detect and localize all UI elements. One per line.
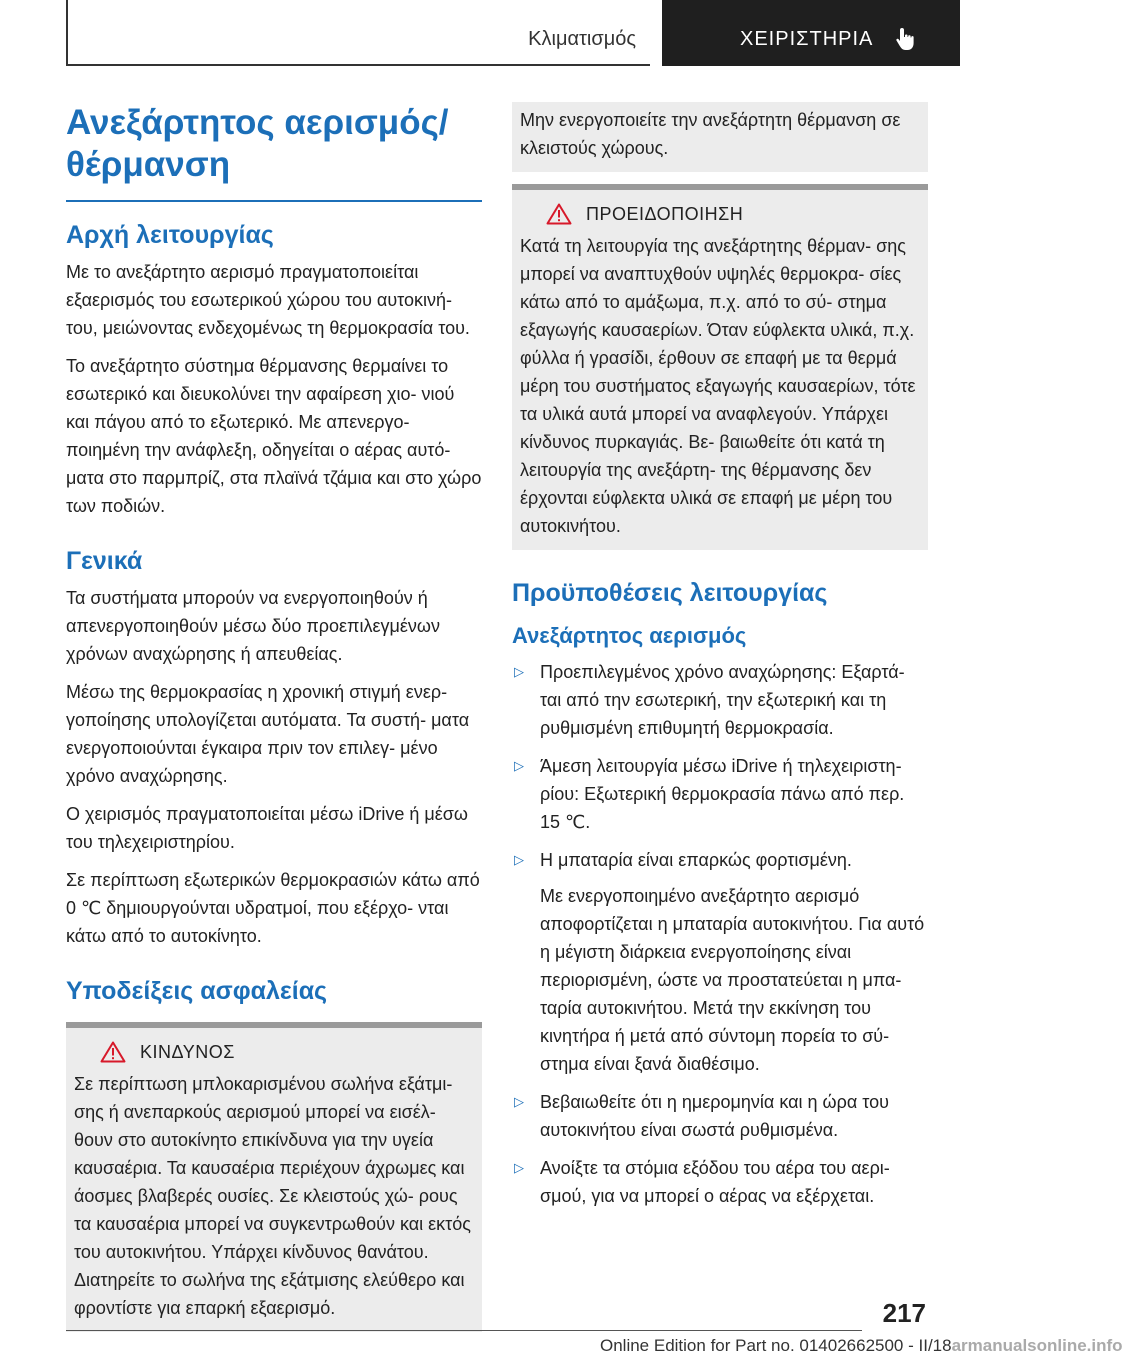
paragraph: Μέσω της θερμοκρασίας η χρονική στιγμή ενερ- γοποίησης υπολογίζεται αυτόματα. Τα συστή- ματα ενεργοποιούνται έγκαιρα πριν τον επιλεγ- μένο χρόνο αναχώρησης.: [66, 682, 470, 786]
list-item: ▷ Άμεση λειτουργία μέσω iDrive ή τηλεχειριστη- ρίου: Εξωτερική θερμοκρασία πάνω από περ. 15 ℃.: [512, 752, 928, 836]
page-header: [0, 0, 960, 66]
right-column: [512, 102, 928, 1220]
title-rule: [66, 200, 482, 202]
triangle-bullet-icon: ▷: [514, 852, 524, 867]
triangle-bullet-icon: ▷: [514, 664, 524, 679]
triangle-bullet-icon: ▷: [514, 1094, 524, 1109]
list-item: ▷ Προεπιλεγμένος χρόνο αναχώρησης: Εξαρτά- ται από την εσωτερική, την εξωτερική και τη ρυθμισμένη επιθυμητή θερμοκρασία.: [512, 658, 928, 742]
danger-text: Σε περίπτωση μπλοκαρισμένου σωλήνα εξάτμι- σης ή ανεπαρκούς αερισμού μπορεί να εισέλ- θουν στο αυτοκίνητο επικίνδυνα για την υγεία καυσαέρια. Τα καυσαέρια περιέχουν άχρωμες και άοσμες βλαβερές ουσίες. Σε κλειστούς χώ- ρους τα καυσαέρια μπορεί να συγκεντρωθούν και εκτός του αυτοκινήτου. Υπάρχει κίνδυνος θανάτου. Διατηρείτε το σωλήνα της εξάτμισης ελεύθερο και φροντίστε για επαρκή εξαερισμό.: [74, 1074, 471, 1318]
list-item-note: Με ενεργοποιημένο ανεξάρτητο αερισμό αποφορτίζεται η μπαταρία αυτοκινήτου. Για αυτό η μέγιστη διάρκεια ενεργοποίησης είναι περιορισμένη, ώστε να προστατεύεται η μπα- ταρία αυτοκινήτου. Μετά την εκκίνηση του κινητήρα ή μετά από σύντομη πορεία το σύ- στημα είναι ξανά διαθέσιμο.: [540, 886, 925, 1074]
warning-triangle-icon: [100, 1041, 126, 1063]
paragraph: Το ανεξάρτητο σύστημα θέρμανσης θερμαίνει το εσωτερικό και διευκολύνει την αφαίρεση χιο- νιού και πάγου από το εξωτερικό. Με απενεργο- ποιημένη την ανάφλεξη, οδηγείται ο αέρας αυτό- ματα στο παρμπρίζ, στα πλαϊνά τζάμια και στο χώρο των ποδιών.: [66, 356, 482, 516]
list-item: ▷ Ανοίξτε τα στόμια εξόδου του αέρα του αερι- σμού, για να μπορεί ο αέρας να εξέρχεται.: [512, 1154, 928, 1210]
list-item: ▷ Βεβαιωθείτε ότι η ημερομηνία και η ώρα του αυτοκινήτου είναι σωστά ρυθμισμένα.: [512, 1088, 928, 1144]
heading-general: Γενικά: [66, 547, 143, 575]
paragraph: Τα συστήματα μπορούν να ενεργοποιηθούν ή απενεργοποιηθούν μέσω δύο προεπιλεγμένων χρόνων αναχώρησης ή απευθείας.: [66, 588, 440, 664]
paragraph: Με το ανεξάρτητο αερισμό πραγματοποιείται εξαερισμός του εσωτερικού χώρου του αυτοκινή- του, μειώνοντας ενδεχομένως τη θερμοκρασία του.: [66, 262, 470, 338]
section-title: Κλιματισμός: [528, 28, 636, 50]
triangle-bullet-icon: ▷: [514, 1160, 524, 1175]
page-title: Ανεξάρτητος αερισμός/ θέρμανση: [66, 103, 449, 184]
danger-box-continued: [512, 102, 928, 172]
warning-triangle-icon: [546, 203, 572, 225]
chapter-title: ΧΕΙΡΙΣΤΗΡΙΑ: [740, 28, 874, 50]
warning-title: ΠΡΟΕΙΔΟΠΟΙΗΣΗ: [586, 204, 744, 224]
left-column: [66, 102, 482, 1332]
heading-ventilation: Ανεξάρτητος αερισμός: [512, 623, 747, 648]
footer-rule: [66, 1330, 862, 1331]
prerequisites-list: [512, 658, 928, 1210]
list-item: ▷ Η μπαταρία είναι επαρκώς φορτισμένη. Με ενεργοποιημένο ανεξάρτητο αερισμό αποφορτίζεται η μπαταρία αυτοκινήτου. Για αυτό η μέγιστη διάρκεια ενεργοποίησης είναι περιορισμένη, ώστε να προστατεύεται η μπα- ταρία αυτοκινήτου. Μετά την εκκίνηση του κινητήρα ή μετά από σύντομη πορεία το σύ- στημα είναι ξανά διαθέσιμο.: [512, 846, 928, 1078]
warning-title-row: [520, 200, 920, 228]
danger-text-continued: Μην ενεργοποιείτε την ανεξάρτητη θέρμανση σε κλειστούς χώρους.: [520, 110, 901, 158]
triangle-bullet-icon: ▷: [514, 758, 524, 773]
heading-prerequisites: Προϋποθέσεις λειτουργίας: [512, 579, 828, 607]
danger-box: [66, 1022, 482, 1332]
header-underline: [66, 64, 650, 66]
heading-safety: Υποδείξεις ασφαλείας: [66, 977, 328, 1005]
paragraph: Σε περίπτωση εξωτερικών θερμοκρασιών κάτω από 0 ℃ δημιουργούνται υδρατμοί, που εξέρχο- νται κάτω από το αυτοκίνητο.: [66, 870, 480, 946]
hand-pointer-icon: [893, 26, 919, 52]
page-number: 217: [882, 1298, 926, 1328]
danger-title-row: [74, 1038, 474, 1066]
watermark-brand: armanualsonline.info: [951, 1336, 1123, 1355]
warning-box: [512, 184, 928, 550]
warning-text: Κατά τη λειτουργία της ανεξάρτητης θέρμαν- σης μπορεί να αναπτυχθούν υψηλές θερμοκρα- σίες κάτω από το αμάξωμα, π.χ. από το σύ- στημα εξαγωγής καυσαερίων. Όταν εύφλεκτα υλικά, π.χ. φύλλα ή γρασίδι, έρθουν σε επαφή με τα θερμά μέρη του συστήματος εξαγωγής καυσαερίων, τότε τα υλικά αυτά μπορεί να αναφλεγούν. Υπάρχει κίνδυνος πυρκαγιάς. Βε- βαιωθείτε ότι κατά τη λειτουργία της ανεξάρτη- της θέρμανσης δεν έρχονται εύφλεκτα υλικά σε επαφή με μέρη του αυτοκινήτου.: [520, 236, 916, 536]
paragraph: Ο χειρισμός πραγματοποιείται μέσω iDrive ή μέσω του τηλεχειριστηρίου.: [66, 804, 468, 852]
heading-principle: Αρχή λειτουργίας: [66, 221, 274, 249]
danger-title: ΚΙΝΔΥΝΟΣ: [140, 1042, 235, 1062]
footer-edition: Online Edition for Part no. 01402662500 - II/18armanualsonline.info: [600, 1336, 1123, 1355]
